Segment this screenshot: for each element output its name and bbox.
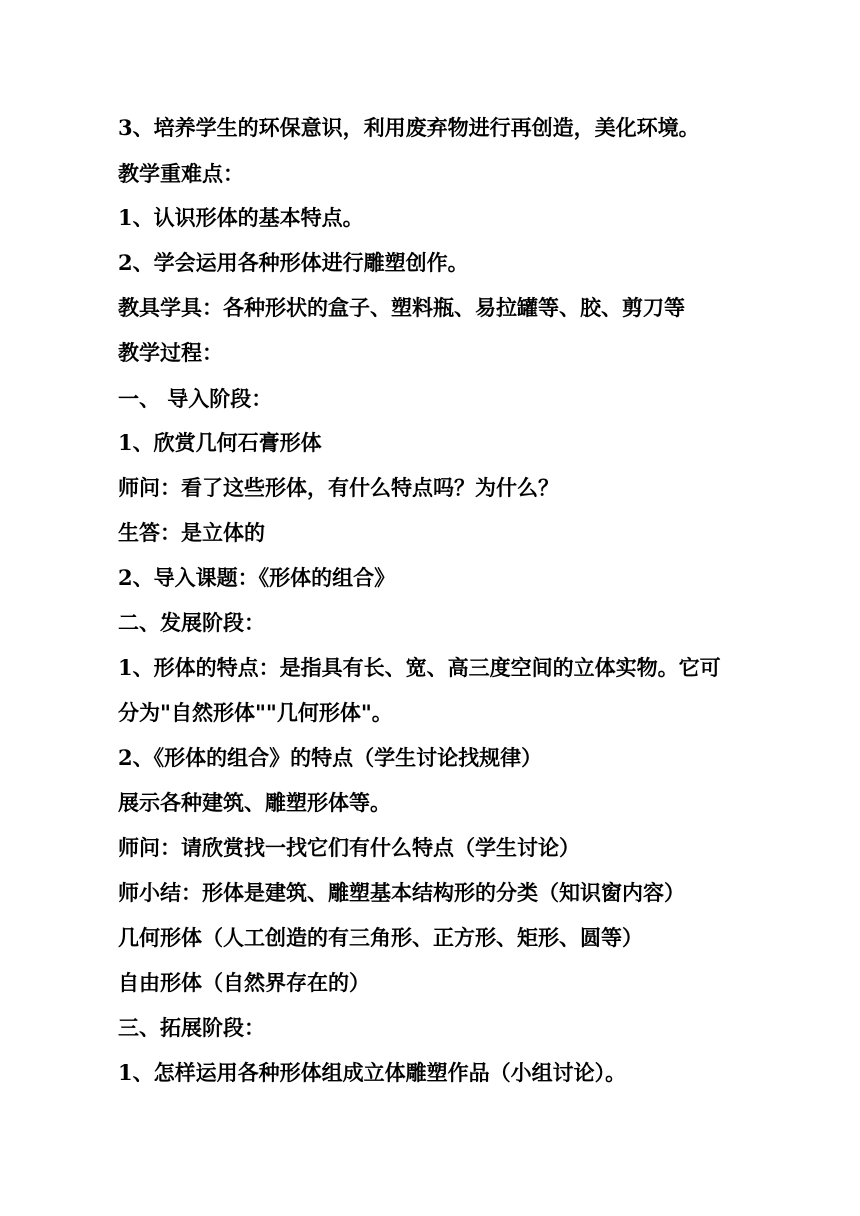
section-1-heading: 一、 导入阶段：: [118, 386, 273, 411]
teaching-process-heading: 教学过程：: [118, 340, 223, 365]
teacher-summary-line: 师小结：形体是建筑、雕塑基本结构形的分类（知识窗内容）: [118, 880, 685, 905]
key-points-heading: 教学重难点：: [118, 161, 244, 186]
section-2-heading: 二、发展阶段：: [118, 610, 265, 635]
free-forms-line: 自由形体（自然界存在的）: [118, 970, 370, 995]
section-3-heading: 三、拓展阶段：: [118, 1015, 265, 1040]
teacher-question-2-line: 师问：请欣赏找一找它们有什么特点（学生讨论）: [118, 835, 580, 860]
geometric-forms-line: 几何形体（人工创造的有三角形、正方形、矩形、圆等）: [118, 925, 643, 950]
student-answer-line: 生答：是立体的: [118, 520, 265, 545]
step-2-1-continuation: 分为"自然形体""几何形体"。: [118, 700, 393, 725]
step-2-1-line: 1、形体的特点：是指具有长、宽、高三度空间的立体实物。它可: [118, 655, 721, 680]
objective-3-line: 3、培养学生的环保意识，利用废弃物进行再创造，美化环境。: [118, 115, 700, 140]
teaching-tools-line: 教具学具：各种形状的盒子、塑料瓶、易拉罐等、胶、剪刀等: [118, 295, 685, 320]
key-point-1-line: 1、认识形体的基本特点。: [118, 205, 364, 230]
key-point-2-line: 2、学会运用各种形体进行雕塑创作。: [118, 250, 469, 275]
display-line: 展示各种建筑、雕塑形体等。: [118, 790, 391, 815]
step-1-2-line: 2、导入课题：《形体的组合》: [118, 565, 396, 590]
step-3-1-line: 1、怎样运用各种形体组成立体雕塑作品（小组讨论）。: [118, 1060, 627, 1085]
step-1-1-line: 1、欣赏几何石膏形体: [118, 430, 322, 455]
step-2-2-line: 2、《形体的组合》的特点（学生讨论找规律）: [118, 745, 543, 770]
teacher-question-1-line: 师问：看了这些形体，有什么特点吗？为什么？: [118, 475, 559, 500]
